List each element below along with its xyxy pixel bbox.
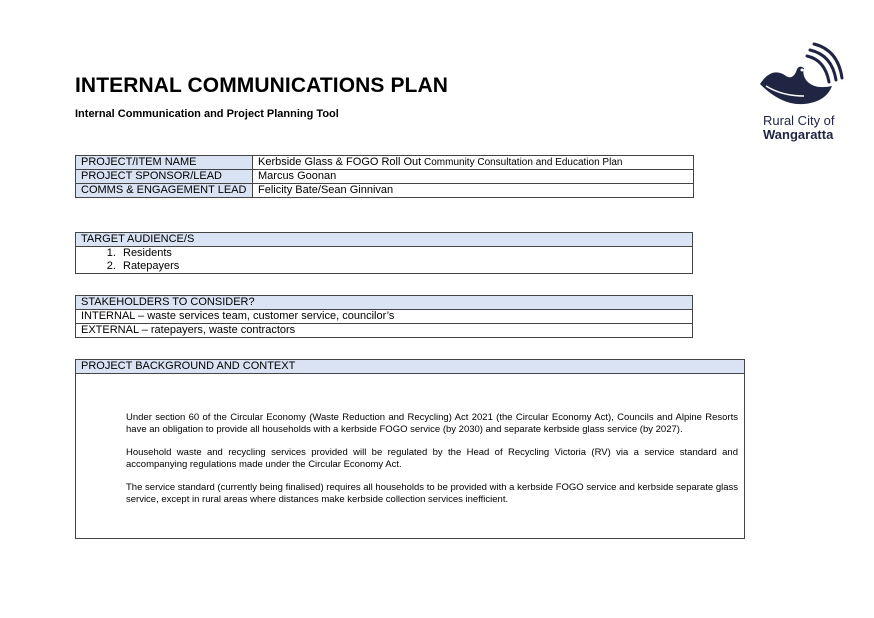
- logo-line-1: Rural City of: [763, 113, 835, 128]
- page-title: INTERNAL COMMUNICATIONS PLAN: [75, 74, 449, 97]
- list-item: 1. Residents: [119, 247, 687, 260]
- audience-table: [75, 232, 693, 274]
- table-row: [76, 156, 694, 170]
- table-row: [76, 247, 693, 274]
- background-section: [75, 359, 745, 539]
- background-header: PROJECT BACKGROUND AND CONTEXT: [76, 360, 744, 374]
- table-row: [76, 310, 693, 324]
- project-name-main: Kerbside Glass & FOGO Roll Out: [258, 156, 422, 168]
- list-item: 2. Ratepayers: [119, 260, 687, 273]
- comms-label: COMMS & ENGAGEMENT LEAD: [76, 184, 253, 198]
- stakeholders-internal: INTERNAL – waste services team, customer service, councilor’s: [76, 310, 693, 324]
- stakeholders-external: EXTERNAL – ratepayers, waste contractors: [76, 324, 693, 338]
- audience-header: TARGET AUDIENCE/S: [76, 233, 693, 247]
- table-row: [76, 184, 694, 198]
- project-name-rest: Community Consultation and Education Plan: [421, 157, 623, 168]
- page-subtitle: Internal Communication and Project Planning Tool: [75, 108, 339, 120]
- table-row: [76, 296, 693, 310]
- wangaratta-logo-icon: [752, 36, 852, 116]
- logo-text: [763, 114, 835, 142]
- stakeholders-table: [75, 295, 693, 338]
- audience-list: [81, 247, 687, 273]
- sponsor-label: PROJECT SPONSOR/LEAD: [76, 170, 253, 184]
- project-info-table: [75, 155, 694, 198]
- table-row: [76, 233, 693, 247]
- background-paragraph: Household waste and recycling services provided will be regulated by the Head of Recycling Victoria (RV) via a service standard and accompanying regulations made under the Circular Economy Act.: [126, 447, 738, 470]
- table-row: [76, 170, 694, 184]
- comms-value: Felicity Bate/Sean Ginnivan: [253, 184, 694, 198]
- background-body: [126, 412, 738, 517]
- audience-list-cell: [76, 247, 693, 274]
- project-name-value: [253, 156, 694, 170]
- table-row: [76, 324, 693, 338]
- project-name-label: PROJECT/ITEM NAME: [76, 156, 253, 170]
- stakeholders-header: STAKEHOLDERS TO CONSIDER?: [76, 296, 693, 310]
- background-paragraph: Under section 60 of the Circular Economy (Waste Reduction and Recycling) Act 2021 (the Circular Economy Act), Councils and Alpine Resorts have an obligation to provide all households with a kerbside FOGO service (by 2030) and separate kerbside glass service (by 2027).: [126, 412, 738, 435]
- logo-line-2: Wangaratta: [763, 127, 834, 142]
- sponsor-value: Marcus Goonan: [253, 170, 694, 184]
- background-paragraph: The service standard (currently being finalised) requires all households to be provided with a kerbside FOGO service and kerbside separate glass service, except in rural areas where distances make kerbside collection services inefficient.: [126, 482, 738, 505]
